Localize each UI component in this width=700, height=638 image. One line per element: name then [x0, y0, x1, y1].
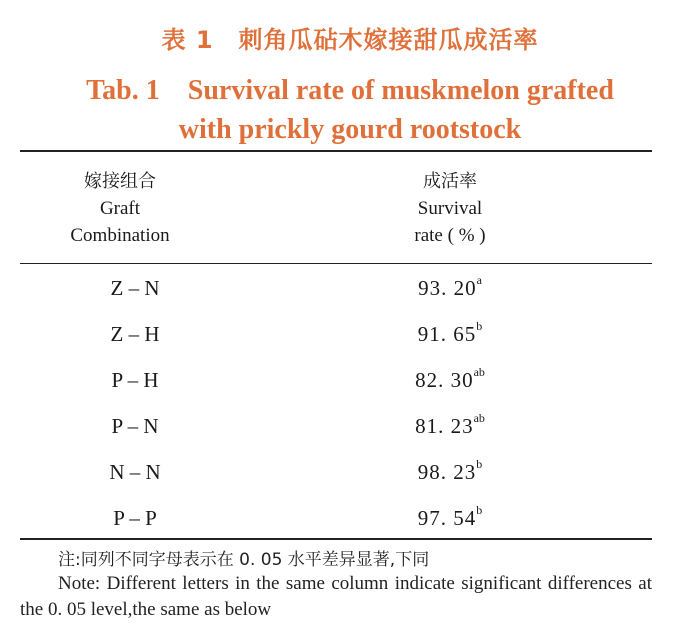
header-graft-combination-cn: 嫁接组合 [84, 171, 156, 192]
survival-rate-cell [360, 319, 540, 347]
survival-rate-value: 98. 23 [417, 460, 477, 484]
header-graft-combination-en1: Graft [99, 198, 141, 219]
table-header-rule [20, 263, 652, 264]
graft-combination-cell: Z – H [110, 322, 160, 346]
significance-mark: b [476, 503, 483, 517]
header-graft-combination [35, 168, 205, 249]
table-note-english: Note: Different letters in the same column indicate significant differences at the 0. 05 level,the same as below [20, 573, 652, 620]
table-row [0, 365, 700, 398]
header-survival-rate-en2: rate ( % ) [414, 225, 486, 246]
table-top-rule [20, 150, 652, 152]
significance-mark: ab [473, 411, 485, 425]
significance-mark: ab [473, 365, 485, 379]
survival-rate-value: 81. 23 [415, 414, 474, 438]
survival-rate-value: 93. 20 [418, 276, 477, 300]
table-title-english-line2: with prickly gourd rootstock [178, 114, 522, 145]
table-row [0, 411, 700, 444]
survival-rate-value: 97. 54 [417, 506, 477, 530]
graft-combination-cell: P – P [113, 506, 157, 530]
survival-rate-value: 91. 65 [417, 322, 477, 346]
survival-rate-value: 82. 30 [415, 368, 474, 392]
survival-rate-cell [360, 457, 540, 485]
graft-combination-cell: P – N [111, 414, 159, 438]
header-survival-rate [360, 168, 540, 249]
significance-mark: b [476, 457, 483, 471]
table-row [0, 457, 700, 490]
table-row [0, 503, 700, 536]
table-row [0, 273, 700, 306]
graft-combination-cell: P – H [111, 368, 159, 392]
header-survival-rate-en1: Survival [417, 198, 483, 219]
significance-mark: a [476, 273, 482, 287]
graft-combination-cell: Z – N [110, 276, 160, 300]
header-survival-rate-cn: 成活率 [423, 171, 477, 192]
table-bottom-rule [20, 538, 652, 540]
survival-rate-cell [360, 365, 540, 393]
survival-rate-cell [360, 503, 540, 531]
table-note-chinese: 注:同列不同字母表示在 0. 05 水平差异显著,下同 [58, 550, 430, 570]
significance-mark: b [476, 319, 483, 333]
header-graft-combination-en2: Combination [70, 225, 170, 246]
graft-combination-cell: N – N [109, 460, 161, 484]
table-title-english-line1: Tab. 1 Survival rate of muskmelon grafted [86, 75, 614, 106]
survival-rate-cell [360, 273, 540, 301]
table-row [0, 319, 700, 352]
survival-rate-cell [360, 411, 540, 439]
table-title-chinese: 表 1 刺角瓜砧木嫁接甜瓜成活率 [161, 26, 539, 54]
